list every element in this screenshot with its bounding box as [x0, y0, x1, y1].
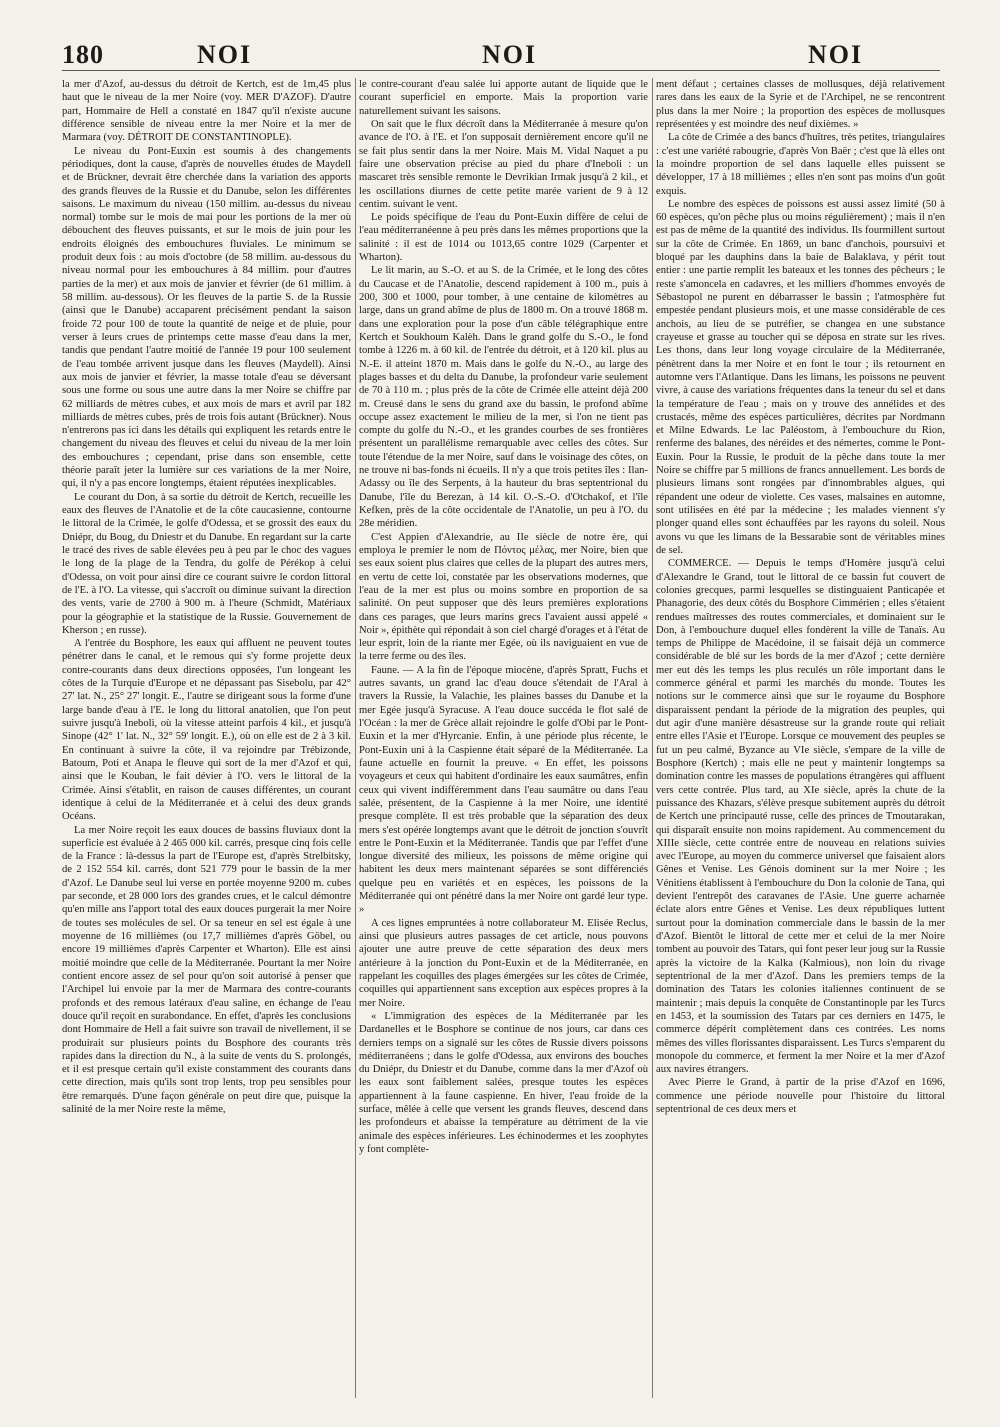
paragraph: ment défaut ; certaines classes de mollusques, déjà relativement rares dans les eaux de la Syrie et de l'Archipel, ne se rencontrent plus dans la mer Noire ; la proportion des espèces de mollusques représentées y est moindre des neuf dixièmes. »	[656, 79, 945, 130]
column-divider	[355, 78, 356, 1398]
running-head-center: NOI	[482, 40, 538, 69]
paragraph: Avec Pierre le Grand, à partir de la prise d'Azof en 1696, commence une période nouvelle pour l'histoire du littoral septentrional de ces deux mers et	[656, 1077, 945, 1116]
column-divider	[652, 78, 653, 1398]
header-rule	[62, 70, 940, 71]
paragraph: Le courant du Don, à sa sortie du détroit de Kertch, recueille les eaux des fleuves de l'Anatolie et de la côte caucasienne, contourne le littoral de la Crimée, le golfe d'Odessa, et se grossit des eaux du Dniépr, du Boug, du Dniestr et du Danube. En regardant sur la carte le tracé des rives de sable élevées peu à peu par le choc des vagues le long de la plage de la Tendra, du golfe de Pérékop à celui d'Odessa, on voit pour ainsi dire ce courant suivre le cordon littoral de l'E. à l'O. La vitesse, qui s'accroît ou diminue suivant la direction des vents, varie de 2700 à 900 m. à l'heure (Schmidt, Matériaux pour la géographie et la statistique de la Russie. Gouvernement de Kherson ; en russe).	[62, 491, 351, 636]
running-head-right: NOI	[808, 40, 864, 69]
running-head-left: NOI	[197, 40, 253, 69]
page-header	[0, 40, 1000, 74]
text-columns	[62, 78, 945, 1398]
paragraph: A ces lignes empruntées à notre collaborateur M. Elisée Reclus, ainsi que plusieurs autres passages de cet article, nous pouvons ajouter une autre preuve de cette séparation des deux mers antérieure à la jonction du Pont-Euxin et de la Méditerranée, en rappelant les coquilles des plages émergées sur les côtes de Crimée, coquilles qui appartiennent sans exception aux espèces propres à la mer Noire.	[359, 917, 648, 1009]
paragraph: le contre-courant d'eau salée lui apporte autant de liquide que le courant superficiel en emporte. Mais la proportion varie naturellement suivant les saisons.	[359, 79, 648, 117]
paragraph: A l'entrée du Bosphore, les eaux qui affluent ne peuvent toutes pénétrer dans le canal, et le remous qui s'y forme projette deux contre-courants dans deux directions opposées, l'un longeant les côtes de la Turquie d'Europe et ne dépassant pas Sisebolu, par 42° 27' lat. N., 25° 27' longit. E., l'autre se dirigeant sous la forme d'une large bande d'eau à l'E. le long du littoral anatolien, que l'on peut suivre jusqu'à Ineboli, où la vitesse atteint parfois 4 kil., et jusqu'à Sinope (42° 1' lat. N., 32° 59' longit. E.), où on elle est de 2 à 3 kil. En continuant à suivre la côte, il va rejoindre par Trébizonde, Batoum, Poti et Anapa le fleuve qui sort de la mer d'Azof et qui, ainsi que le Kouban, le fait dévier à l'O. vers le littoral de la Crimée. Ainsi s'établit, en raison de causes différentes, un courant identique à celui de la Méditerranée et à celui des deux grands Océans.	[62, 638, 351, 823]
paragraph: COMMERCE. — Depuis le temps d'Homère jusqu'à celui d'Alexandre le Grand, tout le littoral de ce bassin fut couvert de colonies grecques, parmi lesquelles se distinguaient Panticapée et Phanagorie, des deux côtés du Bosphore Cimmérien ; elles s'étaient rendues maîtresses des routes commerciales, et dominaient sur le Don, à l'embouchure duquel elles fondèrent la ville de Tanaïs. Au temps de Philippe de Macédoine, il se faisait déjà un commerce considérable de blé sur les bords de la mer d'Azof ; cette dernière mer eut dès les temps les plus reculés un rôle important dans le commerce général et parmi les marchés du monde. Toutes les notions sur le commerce ainsi que sur le royaume du Bosphore disparaissent pendant la période de la migration des peuples, qui dut agir d'une manière désastreuse sur la grande route qui reliait entre elles l'Asie et l'Europe. Lorsque ce mouvement des peuples se fut un peu calmé, Byzance au VIe siècle, s'empare de la ville de Bosphore (Kertch) ; mais elle ne peut y maintenir longtemps sa domination contre les masses de populations étrangères qui affluent vers cette contrée. Plus tard, au XIe siècle, après la chute de la puissance des Khazars, s'élève presque subitement auprès du détroit de Kertch une principauté russe, celle des princes de Tmoutarakan, qui disparaît ensuite non moins rapidement. Au commencement du XIIIe siècle, cette contrée entre de nouveau en relations suivies avec l'Europe, au moyen du commerce universel que faisaient alors Gênes et Venise. Les Génois dominent sur la mer Noire ; les Vénitiens établissent à l'embouchure du Don la colonie de Tana, qui devient l'entrepôt des caravanes de l'Asie. Une guerre acharnée éclate alors entre Gênes et Venise. Les deux républiques luttent surtout pour la domination commerciale dans le bassin de la mer d'Azof. Bientôt le littoral de cette mer et celui de la mer Noire tombent au pouvoir des Tatars, qui font peser leur joug sur la Russie après la victoire de la Kalka (Kalmious), non loin du rivage septentrional de la mer d'Azof. Dans les premiers temps de la domination des Tatars les colonies italiennes continuent de se maintenir ; mais depuis la conquête de Constantinople par les Turcs en 1453, et la soumission des Tatars par ces derniers en 1475, le commerce dépérit complètement dans ces contrées. Les noms mêmes des villes florissantes disparaissent. Les Turcs s'emparent du monopole du commerce, et ferment la mer Noire et la mer d'Azof aux navires étrangers.	[656, 558, 945, 1076]
paragraph: C'est Appien d'Alexandrie, au IIe siècle de notre ère, qui employa le premier le nom de Πόντος μέλας, mer Noire, bien que ses eaux soient plus claires que celles de la plupart des autres mers, en vertu de cette loi, constatée par les observations modernes, que l'eau de la mer est plus ou moins sombre en proportion de sa salinité. On peut supposer que dès leurs premières explorations dans ces parages, que leurs marins grecs l'avaient aussi appelé « Noir », épithète qui répondait à son ciel chargé d'orages et à l'état de leur esprit, loin de la riante mer Egée, où ils naviguaient en vue de la terre ferme ou des îles.	[359, 531, 648, 663]
paragraph: la mer d'Azof, au-dessus du détroit de Kertch, est de 1m,45 plus haut que le niveau de la mer Noire (voy. MER D'AZOF). D'autre part, Hommaire de Hell a constaté en 1847 qu'il n'existe aucune différence sensible de niveau entre la mer Noire et la mer de Marmara (voy. DÉTROIT DE CONSTANTINOPLE).	[62, 79, 351, 144]
column-1	[62, 78, 351, 1398]
paragraph: Le nombre des espèces de poissons est aussi assez limité (50 à 60 espèces, qu'on pêche plus ou moins régulièrement) ; mais il n'en est pas de même de la quantité des individus. Ils fourmillent surtout sur la côte de Crimée. En 1869, un banc d'anchois, poursuivi et bloqué par les dauphins dans la baie de Balaklava, y périt tout entier : une partie remplit les bateaux et les tonnes des pêcheurs ; le reste s'amoncela en cadavres, et les milliers d'hommes envoyés de Sébastopol ne purent en débarrasser le bassin ; l'atmosphère fut empestée pendant plusieurs mois, et une masse considérable de ces anchois, au lieu de se putréfier, se changea en une substance crayeuse et grasse au toucher qui se déposa en strate sur les rives. Les thons, dans leur long voyage circulaire de la Méditerranée, pénètrent dans la mer Noire et en font le tour ; ils retournent en automne vers l'Atlantique. Dans les limans, les poissons ne peuvent vivre, à cause des variations fréquentes dans la teneur du sel et dans la température de l'eau ; mais on y trouve des annélides et des crustacés, même des espèces particulières, décrites par Nordmann et Milne Edwards. Le lac Paléostom, à l'embouchure du Rion, renferme des balanes, des néréides et des némertes, comme le Pont-Euxin. Pour la Russie, le produit de la pêche dans toute la mer Noire se chiffre par 5 millions de francs annuellement. Les bords de plusieurs limans sont rongées par d'innombrables algues, qui répandent une odeur de violette. Ces vases, malsaines en automne, sont utilisées en été par la médecine ; les malades viennent s'y plonger quand elles sont échauffées par les rayons du soleil. Nous avons vu que les limans de la Bessarabie sont de véritables mines de sel.	[656, 198, 945, 556]
paragraph: Faune. — A la fin de l'époque miocène, d'après Spratt, Fuchs et autres savants, un grand lac d'eau douce s'étendait de l'Aral à travers la Russie, la Valachie, les plaines basses du Danube et la mer Egée jusqu'à Syracuse. A l'eau douce succéda le flot salé de l'Océan : la mer de Grèce allait rejoindre le golfe d'Obi par le Pont-Euxin et la mer d'Hyrcanie. Enfin, à une période plus récente, le Pont-Euxin uni à la Caspienne était séparé de la Méditerranée. La faune actuelle en fournit la preuve. « En effet, les poissons voyageurs et ceux qui habitent d'ordinaire les eaux saumâtres, enfin ceux qui vivent indifféremment dans l'eau saumâtre ou dans l'eau salée, présentent, de la Caspienne à la mer Noire, une identité presque complète. Il est très probable que la séparation des deux mers s'est opérée longtemps avant que le détroit de jonction s'ouvrît entre le Pont-Euxin et la Méditerranée. Tandis que par l'effet d'une longue diversité des milieux, les poissons de même origine qui habitent les deux mers maintenant séparées se sont différenciés quelque peu en variétés et en espèces, les poissons de la Méditerranée qui ont pénétré dans la mer Noire ont gardé leur type. »	[359, 664, 648, 916]
paragraph: On sait que le flux décroît dans la Méditerranée à mesure qu'on avance de l'O. à l'E. et l'on supposait dernièrement encore qu'il ne se fait plus sentir dans la mer Noire. Mais M. Vidal Naquet a pu faire une observation précise au pied du phare d'Ineboli : un mascaret très sensible remonte le Devrikian Irmak jusqu'à 2 kil., et les oscillations diurnes de cette petite marée varient de 9 à 12 centim. suivant le vent.	[359, 118, 648, 210]
paragraph: La côte de Crimée a des bancs d'huîtres, très petites, triangulaires : c'est une variété rabougrie, d'après Von Baër ; c'est que là elles ont la moindre proportion de sel dans laquelle elles puissent se développer, 17 à 18 millièmes ; elles n'en sont pas moins d'un goût exquis.	[656, 132, 945, 197]
paragraph: « L'immigration des espèces de la Méditerranée par les Dardanelles et le Bosphore se continue de nos jours, car dans ces derniers temps on a signalé sur les côtes de Russie divers poissons méditerranéens ; dans le golfe d'Odessa, aux environs des bouches du Dniépr, du Dniestr et du Danube, comme dans la mer d'Azof où les eaux sont faiblement salées, presque toutes les espèces appartiennent à la faune caspienne. En hiver, l'eau froide de la surface, mêlée à celle que versent les grands fleuves, descend dans les profondeurs et abaisse la température au détriment de la vie animale des espèces inférieures. Les échinodermes et les zoophytes y font complète-	[359, 1010, 648, 1155]
column-2	[359, 78, 648, 1398]
column-3	[656, 78, 945, 1398]
page-number: 180	[62, 40, 104, 69]
paragraph: La mer Noire reçoit les eaux douces de bassins fluviaux dont la superficie est évaluée à 2 465 000 kil. carrés, presque cinq fois celle de la France : là-dessus la part de l'Europe est, d'après Strelbitsky, de 2 152 554 kil. carrés, dont 521 779 pour le bassin de la mer d'Azof. Le Danube seul lui verse en portée moyenne 9200 m. cubes par seconde, et 28 000 lors des grandes crues, et le calcul démontre qu'en mille ans l'apport total des eaux douces purgerait la mer Noire de toutes ses molécules de sel. Or sa teneur en sel est égale à une moyenne de 16 millièmes (ou 17,7 millièmes d'après Göbel, ou encore 19 millièmes d'après Carpenter et Wharton). Elle est ainsi moitié moindre que celle de la Méditerranée. Pourtant la mer Noire contient encore assez de sel pour qu'on soit autorisé à penser que l'Archipel lui envoie par la mer de Marmara des contre-courants profonds et des remous latéraux d'eau saline, en échange de l'eau douce qu'il reçoit en surabondance. En effet, d'après les conclusions dont Hommaire de Hell a fait suivre son travail de nivellement, il se produirait sur plusieurs points du Bosphore des courants très rapides dans la direction du N., à la suite de vents du S. prolongés, et il est presque certain qu'il existe constamment des courants dans cette direction, mais qu'ils sont trop lents, trop peu sensibles pour être remarqués. D'une façon générale on peut dire que, puisque la salinité de la mer Noire reste la même,	[62, 824, 351, 1116]
paragraph: Le niveau du Pont-Euxin est soumis à des changements périodiques, dont la cause, d'après de nouvelles études de Maydell et de Brückner, devrait être cherchée dans la variation des apports des grands fleuves de la Russie et du Danube, selon les différentes saisons. Le maximum du niveau (150 millim. au-dessus du niveau normal) tombe sur le mois de mai pour les portions de la mer où débouchent des fleuves puissants, et sur le mois de juin pour les endroits éloignés des embouchures fluviales. Le minimum se produit deux fois : au mois d'octobre (de 58 millim. au-dessous du niveau normal pour les embouchures à 84 millim. pour d'autres parties de la mer) et aux mois de janvier et février (de 61 millim. à 58 millim. au-dessous). Or les fleuves de la partie S. de la Russie (ainsi que le Danube) accaparent précisément pendant la saison froide 72 pour 100 de toute la quantité de neige et de pluie, pour verser à leurs crues de printemps cette masse d'eau dans la mer, tandis que pendant l'autre moitié de l'année 19 pour 100 seulement de l'eau tombée arrivent jusque dans les fleuves (Maydell). Ainsi aux mois de janvier et février, la masse totale d'eau se déversant sous une forme ou sous une autre dans la mer Noire se chiffre par 62 milliards de mètres cubes, et aux mois de mars et avril par 182 milliards de mètres cubes, près de trois fois autant (Brückner). Nous n'entrerons pas ici dans les détails qui expliquent les retards entre le changement du niveau des fleuves et celui du niveau de la mer loin des embouchures ; cependant, prise dans son ensemble, cette théorie paraît jeter la lumière sur ces variations de la mer Noire, qui, il n'y a pas encore longtemps, étaient réputées inexplicables.	[62, 145, 351, 490]
paragraph: Le poids spécifique de l'eau du Pont-Euxin diffère de celui de l'eau méditerranéenne à peu près dans les mêmes proportions que la salinité : il est de 1014 ou 1013,65 contre 1029 (Carpenter et Wharton).	[359, 212, 648, 264]
paragraph: Le lit marin, au S.-O. et au S. de la Crimée, et le long des côtes du Caucase et de l'Anatolie, descend rapidement à 100 m., puis à 200, 300 et 1000, pour tomber, à une centaine de kilomètres au large, dans un grand abîme de plus de 1800 m. On a trouvé 1868 m. dans une exploration pour la pose d'un câble télégraphique entre Kertch et Soukhoum Kalèh. Dans le grand golfe du S.-O., le fond tombe à 1226 m. à 60 kil. de l'entrée du détroit, et à 120 kil. plus au N.-E. il atteint 1870 m. Mais dans le golfe du N.-O., au large des plages basses et du delta du Danube, la profondeur varie seulement de 70 à 110 m. ; plus près de la côte de Crimée elle atteint déjà 200 m. Creusé dans le sens du grand axe du bassin, le profond abîme occupe assez exactement le milieu de la mer, si l'on ne tient pas compte du golfe du N.-O., et les grandes courbes de ses frontières présentent un parallélisme remarquable avec celles des côtes. Sur toute l'étendue de la mer Noire, sauf dans le voisinage des côtes, on ne trouve ni bas-fonds ni écueils. Il n'y a que trois petites îles : Ilan-Adassy ou île des Serpents, à la hauteur du bras septentrional du Danube, l'île du Berezan, à 14 kil. O.-S.-O. d'Otchakof, et l'île Kefken, près de la côte occidentale de l'Anatolie, un peu à l'O. du 28e méridien.	[359, 265, 648, 530]
